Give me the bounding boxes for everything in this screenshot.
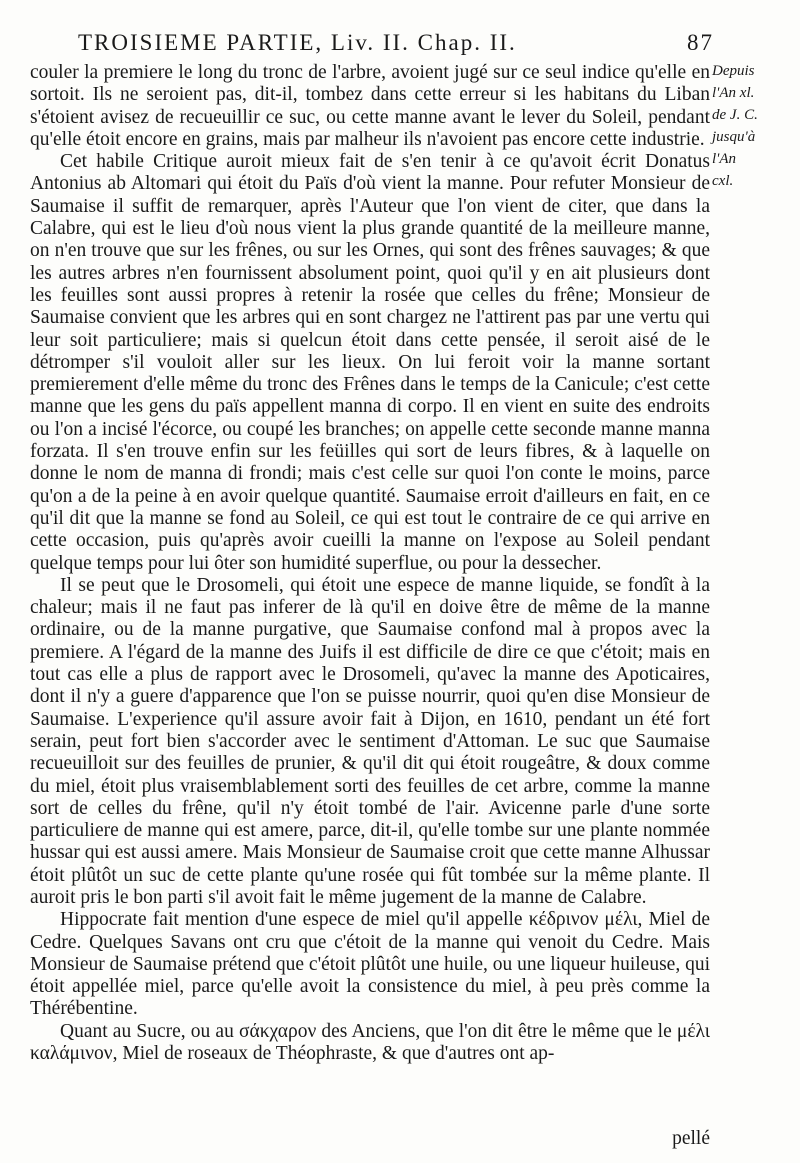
paragraph: Hippocrate fait mention d'une espece de miel qu'il appelle κέδρινον μέλι, Miel de Cedre. Quelques Savans ont cru que c'étoit de la manne qui venoit du Cedre. Mais Monsieur de Saumaise prétend que c'étoit plûtôt une huile, ou une liqueur huileuse, qui étoit appellée miel, parce qu'elle avoit la consistence du miel, à peu près comme la Thérébentine.: [30, 909, 710, 1020]
margin-note: [712, 60, 792, 192]
paragraph: Quant au Sucre, ou au σάκχαρον des Anciens, que l'on dit être le même que le μέλι καλάμινον, Miel de roseaux de Théophraste, & que d'autres ont ap-: [30, 1020, 710, 1065]
catchword: pellé: [672, 1128, 710, 1149]
margin-note-line: Depuis: [712, 63, 755, 79]
margin-note-line: l'An xl.: [712, 85, 755, 101]
margin-note-line: de J. C.: [712, 107, 758, 123]
page-number: 87: [687, 30, 714, 55]
margin-note-line: cxl.: [712, 173, 734, 189]
paragraph: Il se peut que le Drosomeli, qui étoit une espece de manne liquide, se fondît à la chaleur; mais il ne faut pas inferer de là qu'il en doive être de même de la manne ordinaire, ou de la manne purgative, que Saumaise confond mal à propos avec la premiere. A l'égard de la manne des Juifs il est difficile de dire ce que c'étoit; mais en tout cas elle a plus de rapport avec le Drosomeli, qu'avec la manne des Apoticaires, dont il n'y a guere d'apparence que l'on se puisse nourrir, quoi qu'en dise Monsieur de Saumaise. L'experience qu'il assure avoir fait à Dijon, en 1610, pendant un été fort serain, peut fort bien s'accorder avec le sentiment d'Attoman. Le suc que Saumaise recueuilloit sur des feuilles de prunier, & qu'il dit qui étoit rougeâtre, & doux comme du miel, étoit plus vraisemblablement sorti des feuilles de cet arbre, comme la manne sort de celles du frêne, qu'il n'y étoit tombé de l'air. Avicenne parle d'une sorte particuliere de manne qui est amere, parce, dit-il, qu'elle tombe sur une plante nommée hussar qui est aussi amere. Mais Monsieur de Saumaise croit que cette manne Alhussar étoit plûtôt un suc de cette plante qu'une rosée qui fût tombée sur la même plante. Il auroit pris le bon parti s'il avoit fait le même jugement de la manne de Calabre.: [30, 574, 710, 908]
page-header: [78, 30, 714, 60]
margin-note-line: jusqu'à: [712, 129, 756, 145]
paragraph: couler la premiere le long du tronc de l'arbre, avoient jugé sur ce seul indice qu'elle en sortoit. Ils ne seroient pas, dit-il, tombez dans cette erreur si les habitans du Liban s'étoient avisez de recueuillir ce suc, ou cette manne avant le lever du Soleil, pendant qu'elle étoit encore en grains, mais par malheur ils n'avoient pas encore cette industrie.: [30, 62, 710, 150]
margin-note-line: l'An: [712, 151, 737, 167]
body-text: [30, 62, 710, 1065]
paragraph: Cet habile Critique auroit mieux fait de s'en tenir à ce qu'avoit écrit Donatus Antonius ab Altomari qui étoit du Païs d'où vient la manne. Pour refuter Monsieur de Saumaise il suffit de remarquer, après l'Auteur que l'on vient de citer, que dans la Calabre, qui est le lieu d'où nous vient la plus grande quantité de la meilleure manne, on n'en trouve que sur les frênes, ou sur les Ornes, qui sont des frênes sauvages; & que les autres arbres n'en fournissent absolument point, quoi qu'il y en ait plusieurs dont les feuilles sont aussi propres à retenir la rosée que celles du frêne; Monsieur de Saumaise convient que les arbres qui en sont chargez ne l'attirent pas par une vertu qui leur soit particuliere; mais si quelcun étoit dans cette pensée, il seroit aisé de le détromper s'il vouloit aller sur les lieux. On lui feroit voir la manne sortant premierement d'elle même du tronc des Frênes dans le temps de la Canicule; c'est cette manne que les gens du païs appellent manna di corpo. Il en vient en suite des endroits ou l'on a incisé l'écorce, ou coupé les branches; on appelle cette seconde manne manna forzata. Il s'en trouve enfin sur les feüilles qui sort de leurs fibres, & à laquelle on donne le nom de manna di frondi; mais c'est celle sur quoi l'on conte le moins, parce qu'on a de la peine à en avoir quelque quantité. Saumaise erroit d'ailleurs en fait, en ce qu'il dit que la manne se fond au Soleil, ce qui est tout le contraire de ce qui arrive en cette occasion, puis qu'après avoir cueilli la manne on l'expose au Soleil pendant quelque temps pour lui ôter son humidité superflue, ou pour la dessecher.: [30, 151, 710, 574]
running-title: TROISIEME PARTIE, Liv. II. Chap. II.: [78, 30, 517, 55]
